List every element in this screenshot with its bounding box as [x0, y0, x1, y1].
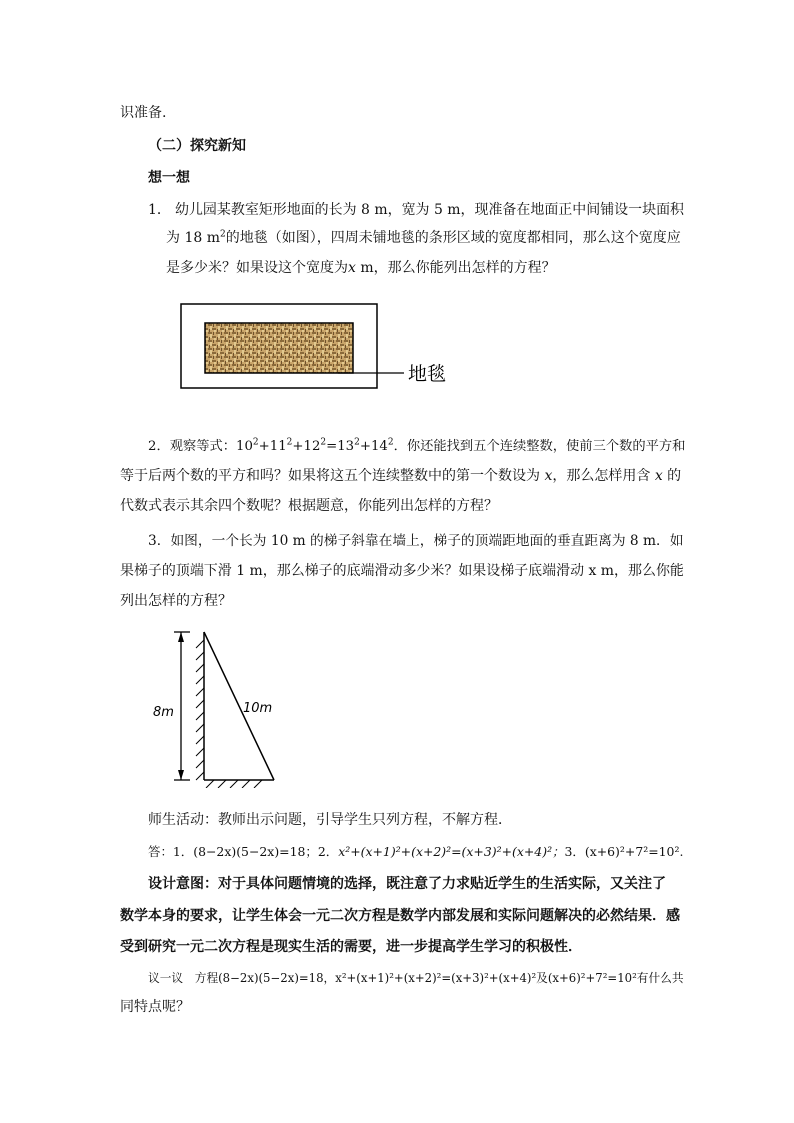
activity-text: 师生活动：教师出示问题，引导学生只列方程，不解方程． [148, 812, 512, 828]
answer-line: 答：1．(8−2x)(5−2x)=18；2．x²+(x+1)²+(x+2)²=(x+3)²+(x+4)²；3．(x+6)²+7²=10². [148, 844, 684, 859]
section-heading: （二）探究新知 [148, 138, 246, 154]
carpet-label: 地毯 [408, 363, 447, 385]
design-line3: 受到研究一元二次方程是现实生活的需要，进一步提高学生学习的积极性． [120, 939, 582, 955]
carpet-figure [176, 300, 466, 392]
top-fragment: 识准备. [120, 105, 167, 121]
ladder-figure [150, 626, 290, 788]
height-label: 8m [153, 705, 174, 720]
discuss-line2: 同特点呢？ [120, 999, 190, 1015]
problem3-line2: 果梯子的顶端下滑 1 m，那么梯子的底端滑动多少米？如果设梯子底端滑动 x m，那么你能 [120, 563, 684, 579]
problem2-line3: 代数式表示其余四个数呢？根据题意，你能列出怎样的方程？ [120, 498, 498, 514]
problem1-number: 1． [148, 202, 171, 218]
problem3-line3: 列出怎样的方程？ [120, 593, 232, 609]
design-line2: 数学本身的要求，让学生体会一元二次方程是数学内部发展和实际问题解决的必然结果．感 [120, 908, 680, 924]
problem3-line1: 3．如图，一个长为 10 m 的梯子斜靠在墙上，梯子的顶端距地面的垂直距离为 8 m．如 [148, 533, 684, 549]
problem1-line2: 为 18 $m^2$的地毯（如图），四周未铺地毯的条形区域的宽度都相同，那么这个宽度应 [166, 229, 681, 246]
ladder-label: 10m [243, 701, 273, 716]
think-heading: 想一想 [148, 170, 190, 186]
carpet [205, 323, 353, 373]
problem2-line2: 等于后两个数的平方和吗？如果将这五个连续整数中的第一个数设为 x，那么怎样用含 x 的 [120, 468, 682, 484]
problem1-line1: 幼儿园某教室矩形地面的长为 8 m，宽为 5 m，现准备在地面正中间铺设一块面积 [175, 202, 685, 218]
design-line1: 设计意图：对于具体问题情境的选择，既注意了力求贴近学生的生活实际，又关注了 [148, 876, 666, 892]
problem2-line1: 2．观察等式：$10^2+11^2+12^2=13^2+14^2$．你还能找到五个连续整数，使前三个数的平方和 [148, 437, 686, 454]
problem1-line3: 是多少米？如果设这个宽度为x m，那么你能列出怎样的方程？ [166, 260, 556, 276]
discuss-line1: 议一议 方程(8−2x)(5−2x)=18，x²+(x+1)²+(x+2)²=(x+3)²+(x+4)²及(x+6)²+7²=10²有什么共 [148, 971, 684, 985]
